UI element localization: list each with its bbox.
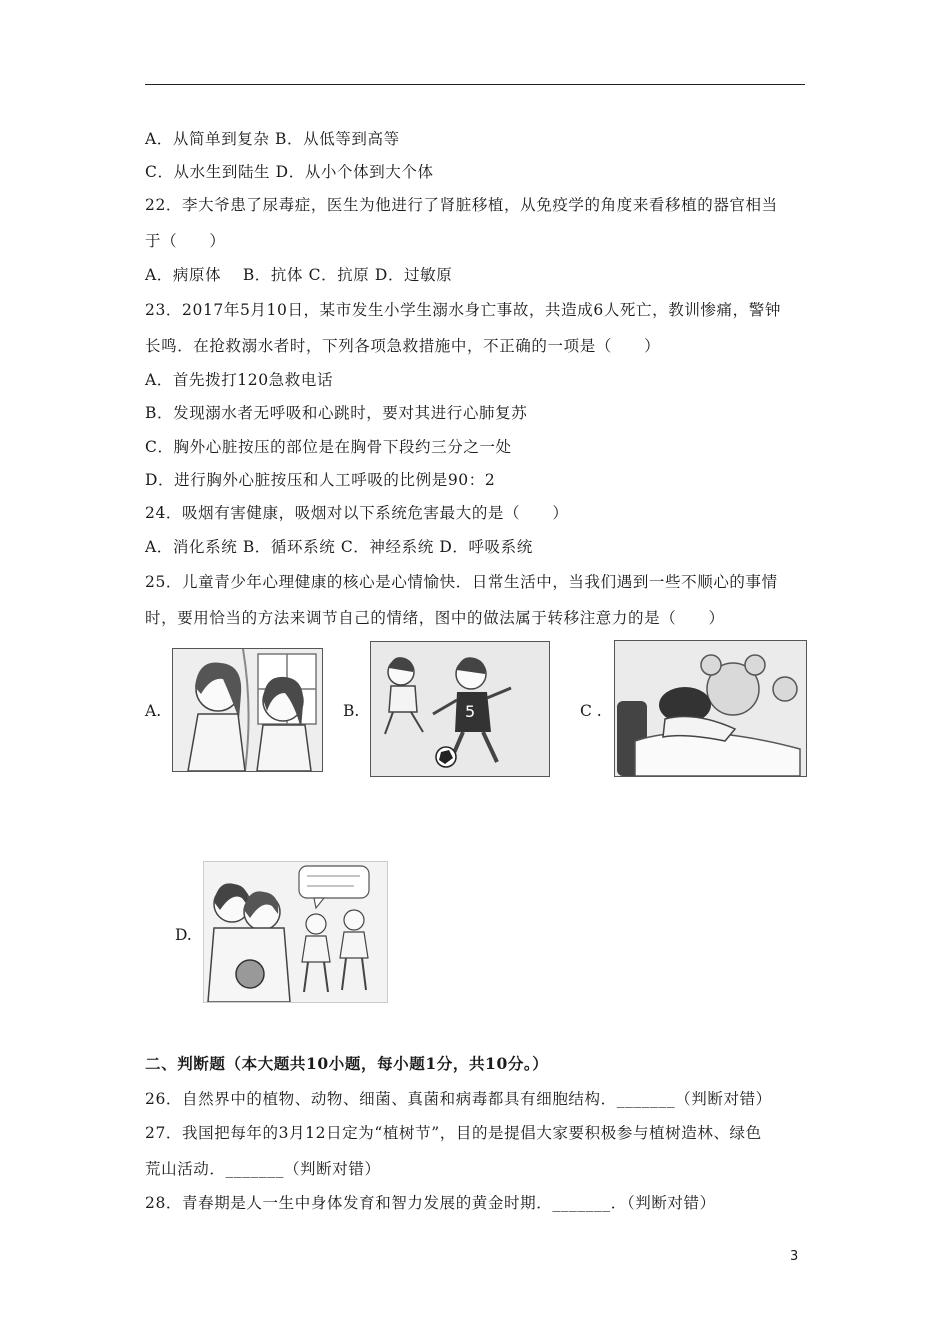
option-b-image — [370, 641, 550, 777]
question-22-text: 22．李大爷患了尿毒症，医生为他进行了肾脏移植，从免疫学的角度来看移植的器官相当 — [145, 196, 778, 214]
question-28-text: 28．青春期是人一生中身体发育和智力发展的黄金时期．_______．（判断对错） — [145, 1194, 716, 1212]
question-23-option-c: C．胸外心脏按压的部位是在胸骨下段约三分之一处 — [145, 438, 512, 456]
question-23-text: 23．2017年5月10日，某市发生小学生溺水身亡事故，共造成6人死亡，教训惨痛，警钟 — [145, 301, 781, 319]
question-24-options: A．消化系统 B．循环系统 C．神经系统 D．呼吸系统 — [145, 538, 533, 556]
page-number: 3 — [790, 1249, 799, 1264]
question-23-option-b: B．发现溺水者无呼吸和心跳时，要对其进行心肺复苏 — [145, 404, 528, 422]
question-26-text: 26．自然界中的植物、动物、细菌、真菌和病毒都具有细胞结构．_______（判断对错） — [145, 1090, 772, 1108]
option-c-image — [614, 640, 807, 777]
question-22-text-cont: 于（ ） — [145, 232, 226, 250]
option-d-label: D. — [175, 926, 192, 944]
option-a-image — [172, 648, 323, 772]
boys-playing-football-illustration — [371, 642, 549, 776]
question-25-text-cont: 时，要用恰当的方法来调节自己的情绪，图中的做法属于转移注意力的是（ ） — [145, 609, 725, 627]
question-24-text: 24．吸烟有害健康，吸烟对以下系统危害最大的是（ ） — [145, 504, 569, 522]
question-27-text-cont: 荒山活动．_______（判断对错） — [145, 1160, 381, 1178]
question-22-options: A．病原体 B．抗体 C．抗原 D．过敏原 — [145, 266, 453, 284]
question-25-text: 25．儿童青少年心理健康的核心是心情愉快．日常生活中，当我们遇到一些不顺心的事情 — [145, 573, 778, 591]
option-line: C．从水生到陆生 D．从小个体到大个体 — [145, 163, 434, 181]
girl-hugging-teddy-bear-illustration — [615, 641, 806, 776]
girls-with-basketball-illustration — [204, 862, 387, 1002]
svg-text:5: 5 — [465, 702, 476, 721]
girls-talking-illustration — [173, 649, 322, 771]
option-b-label: B. — [343, 702, 360, 720]
option-a-label: A. — [145, 702, 162, 720]
option-line: A．从简单到复杂 B．从低等到高等 — [145, 130, 400, 148]
option-c-label: C . — [580, 702, 602, 720]
header-rule — [145, 84, 805, 85]
question-23-option-d: D．进行胸外心脏按压和人工呼吸的比例是90：2 — [145, 471, 496, 489]
question-27-text: 27．我国把每年的3月12日定为“植树节”，目的是提倡大家要积极参与植树造林、绿色 — [145, 1124, 762, 1142]
question-23-option-a: A．首先拨打120急救电话 — [145, 371, 334, 389]
option-d-image — [203, 861, 388, 1003]
question-23-text-cont: 长鸣．在抢救溺水者时，下列各项急救措施中，不正确的一项是（ ） — [145, 337, 661, 355]
section-title: 二、判断题（本大题共10小题，每小题1分，共10分。） — [145, 1054, 549, 1073]
